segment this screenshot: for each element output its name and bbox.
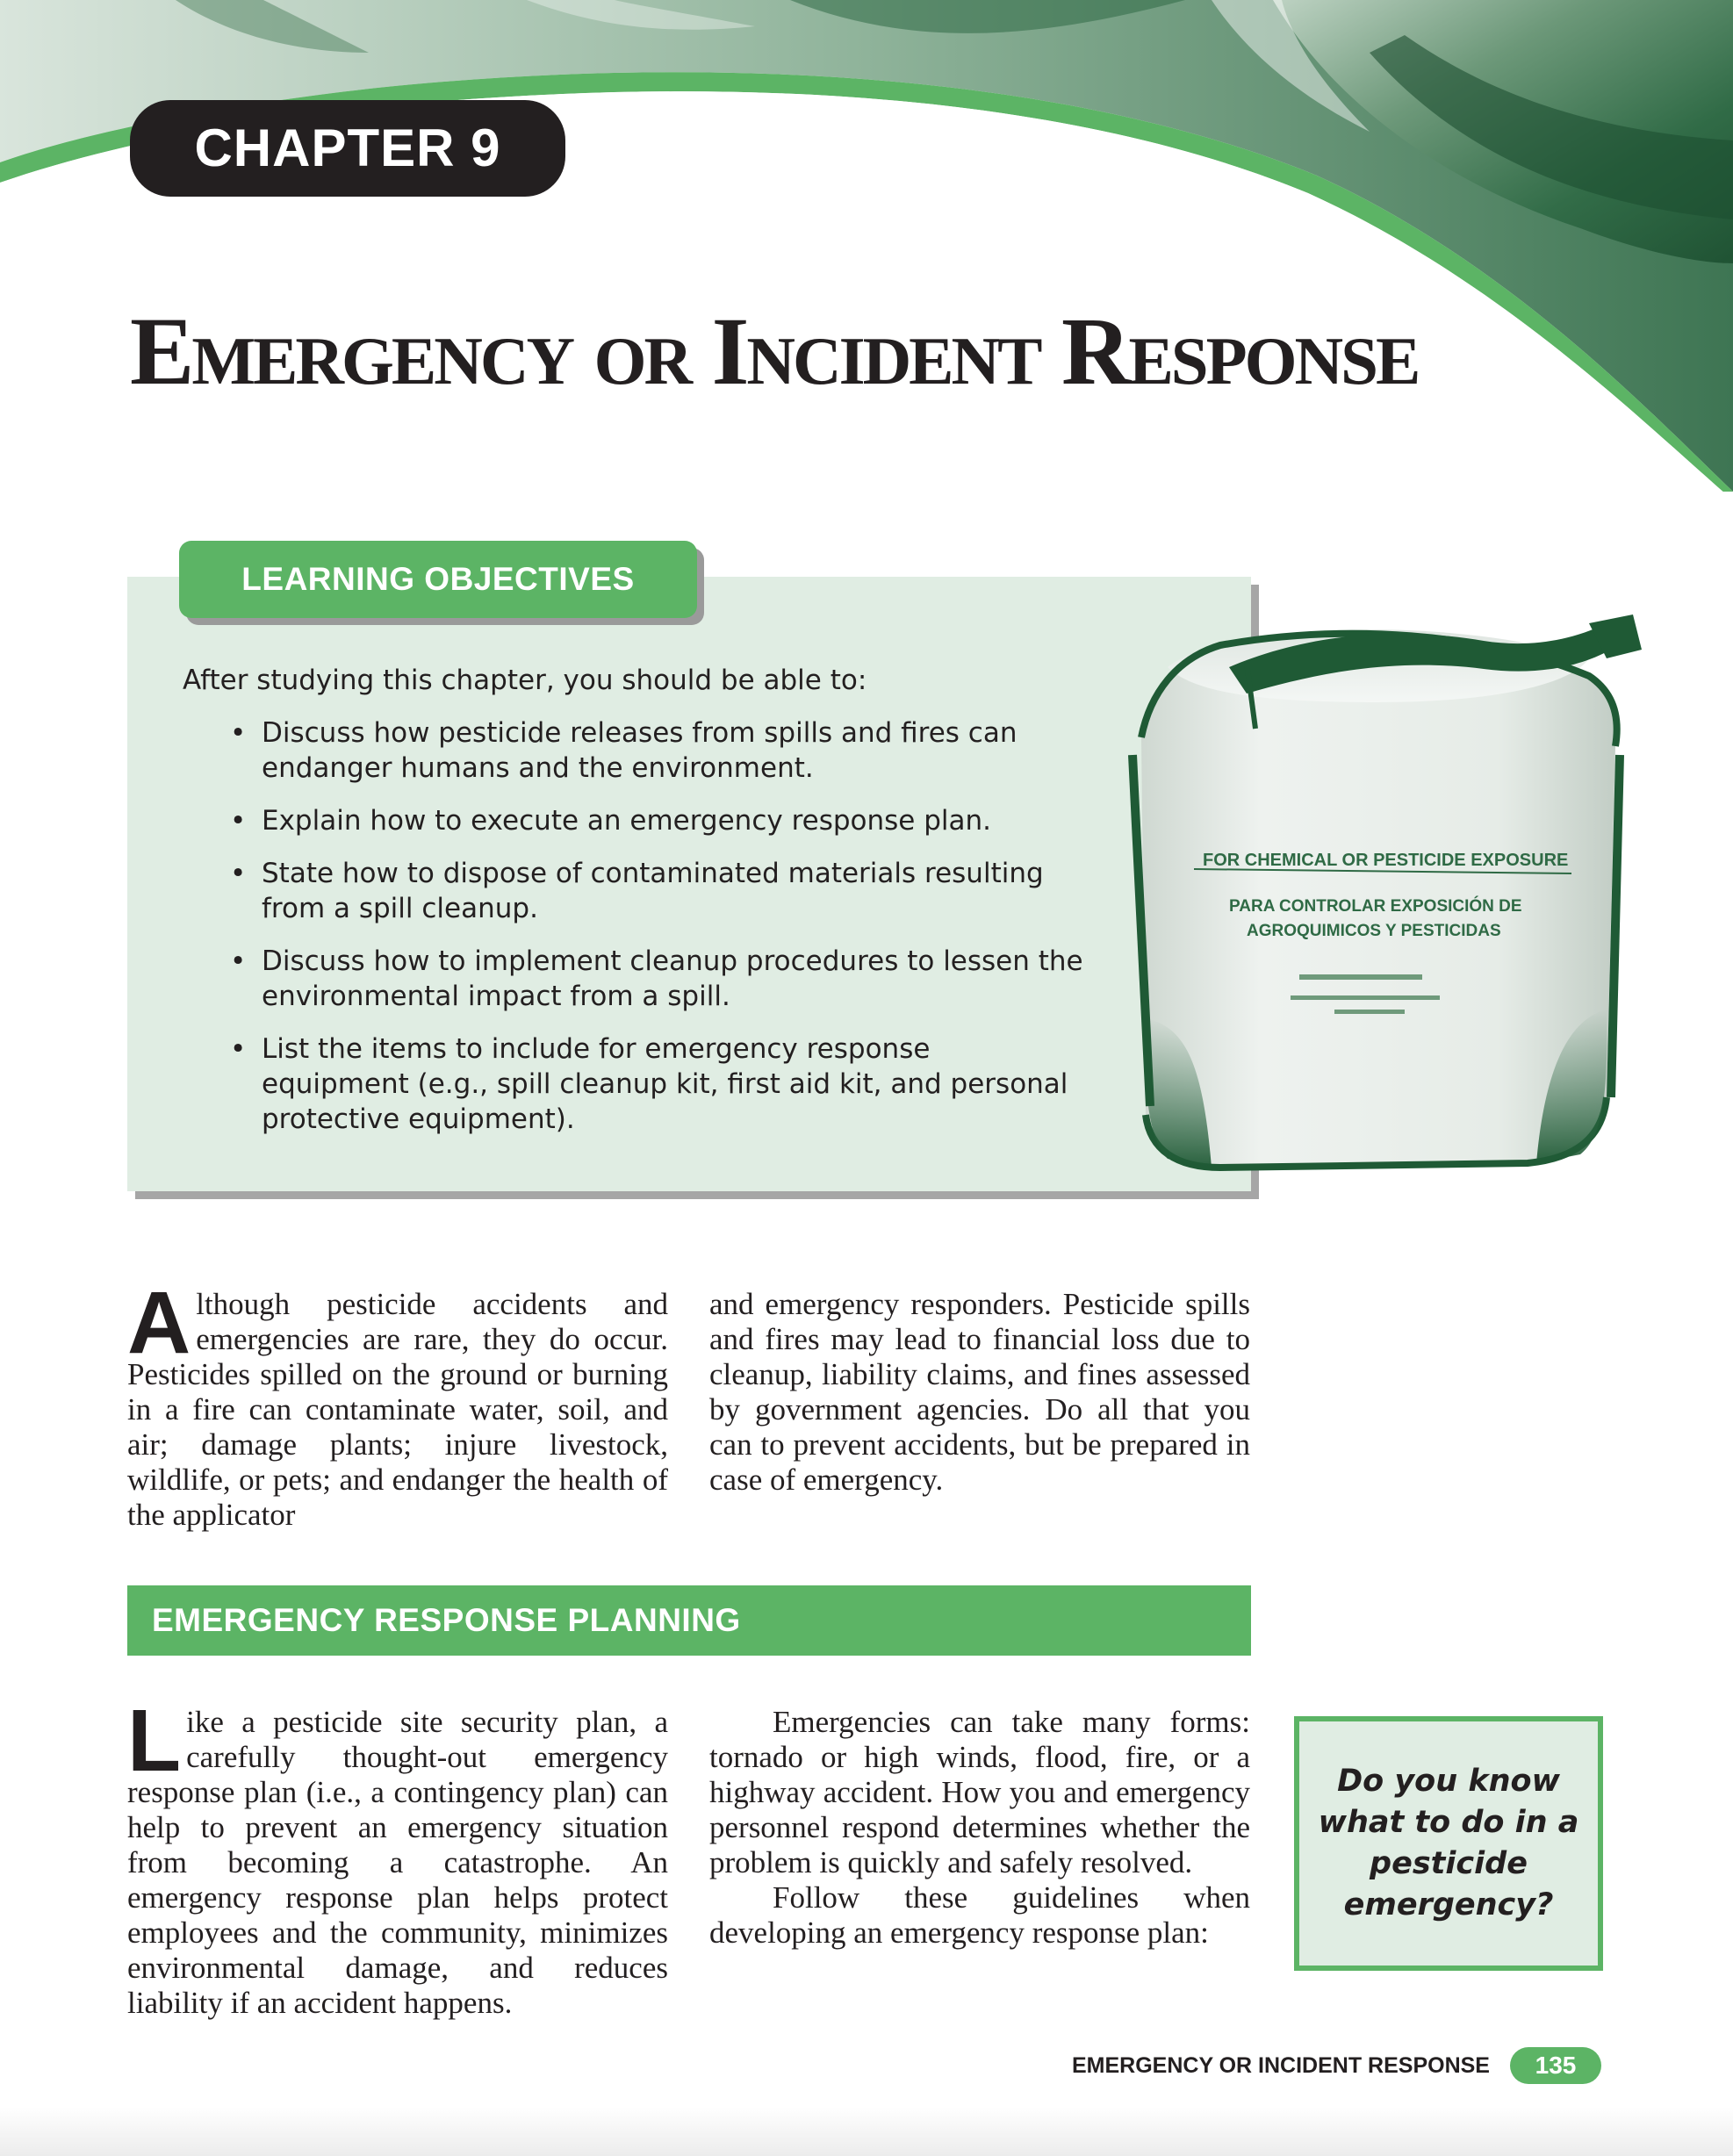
- sidebar-callout: [1294, 1716, 1603, 1971]
- learning-objectives-tab: LEARNING OBJECTIVES: [179, 541, 697, 618]
- footer-running-title: EMERGENCY OR INCIDENT RESPONSE: [1071, 2053, 1490, 2078]
- chapter-title: Emergency or Incident Response: [130, 298, 1419, 405]
- objective-text: Explain how to execute an emergency response plan.: [262, 805, 992, 837]
- section-heading-emergency-response-planning: EMERGENCY RESPONSE PLANNING: [127, 1585, 1251, 1656]
- section-col2-p2-text: Follow these guidelines when developing an emergency response plan:: [709, 1880, 1250, 1950]
- intro-dropcap: A: [127, 1274, 191, 1372]
- objective-text: Discuss how pesticide releases from spills and fires can endanger humans and the environment.: [262, 717, 1018, 784]
- intro-paragraph-col2: and emergency responders. Pesticide spills and fires may lead to financial loss due to cleanup, liability claims, and fines assessed by government agencies. Do all that you can to prevent accidents, but be prepared in case of emergency.: [709, 1287, 1250, 1497]
- section-col2-paragraph-1: [709, 1705, 1250, 1880]
- objective-text: Discuss how to implement cleanup procedures to lessen the environmental impact from a spill.: [262, 945, 1083, 1012]
- bullet-icon: •: [230, 805, 247, 837]
- objective-item: [223, 1031, 1083, 1137]
- bullet-icon: •: [230, 945, 247, 977]
- bullet-icon: •: [230, 717, 247, 749]
- section-col2-paragraph-2: [709, 1880, 1250, 1951]
- spill-kit-bag-image: [1115, 606, 1642, 1185]
- header-background-art: [0, 0, 1733, 492]
- objective-item: [223, 856, 1083, 926]
- objective-item: [223, 803, 1083, 838]
- chapter-label: CHAPTER 9: [130, 100, 565, 197]
- learning-objectives-list: [223, 715, 1083, 1154]
- sidebar-question: Do you know what to do in a pesticide emergency?: [1318, 1764, 1579, 1922]
- objective-item: [223, 944, 1083, 1014]
- bullet-icon: •: [230, 1033, 247, 1065]
- section-col2-p1-text: Emergencies can take many forms: tornado or high winds, flood, fire, or a highway accident. How you and emergency personnel respond determines whether the problem is quickly and safely resolved.: [709, 1705, 1250, 1879]
- objective-text: List the items to include for emergency response equipment (e.g., spill cleanup kit, first aid kit, and personal protective equipment).: [262, 1033, 1068, 1135]
- section-col2: [709, 1705, 1250, 1951]
- intro-col1-text: lthough pesticide accidents and emergencies are rare, they do occur. Pesticides spilled on the ground or burning in a fire can contaminate water, soil, and air; damage plants; injure livestock, wildlife, or pets; and endanger the health of the applicator: [127, 1287, 668, 1532]
- section-dropcap: L: [127, 1692, 182, 1790]
- section-col1-text: ike a pesticide site security plan, a carefully thought-out emergency response plan (i.e., a contingency plan) can help to prevent an emergency situation from becoming a catastrophe. An emergency response plan helps protect employees and the community, minimizes environmental damage, and reduces liability if an accident happens.: [127, 1705, 668, 2020]
- bag-label-spanish-1: PARA CONTROLAR EXPOSICIÓN DE: [1229, 897, 1522, 916]
- objective-text: State how to dispose of contaminated materials resulting from a spill cleanup.: [262, 858, 1044, 924]
- page-bottom-shade: [0, 2107, 1733, 2156]
- bag-label-spanish-2: AGROQUIMICOS Y PESTICIDAS: [1247, 922, 1501, 940]
- learning-objectives-intro: After studying this chapter, you should be able to:: [183, 665, 867, 696]
- objective-item: [223, 715, 1083, 786]
- bag-label-english: FOR CHEMICAL OR PESTICIDE EXPOSURE: [1203, 851, 1569, 870]
- section-paragraph-col1: [127, 1692, 668, 2021]
- bullet-icon: •: [230, 858, 247, 889]
- page-number-badge: 135: [1510, 2047, 1601, 2084]
- intro-paragraph-col1: [127, 1274, 668, 1533]
